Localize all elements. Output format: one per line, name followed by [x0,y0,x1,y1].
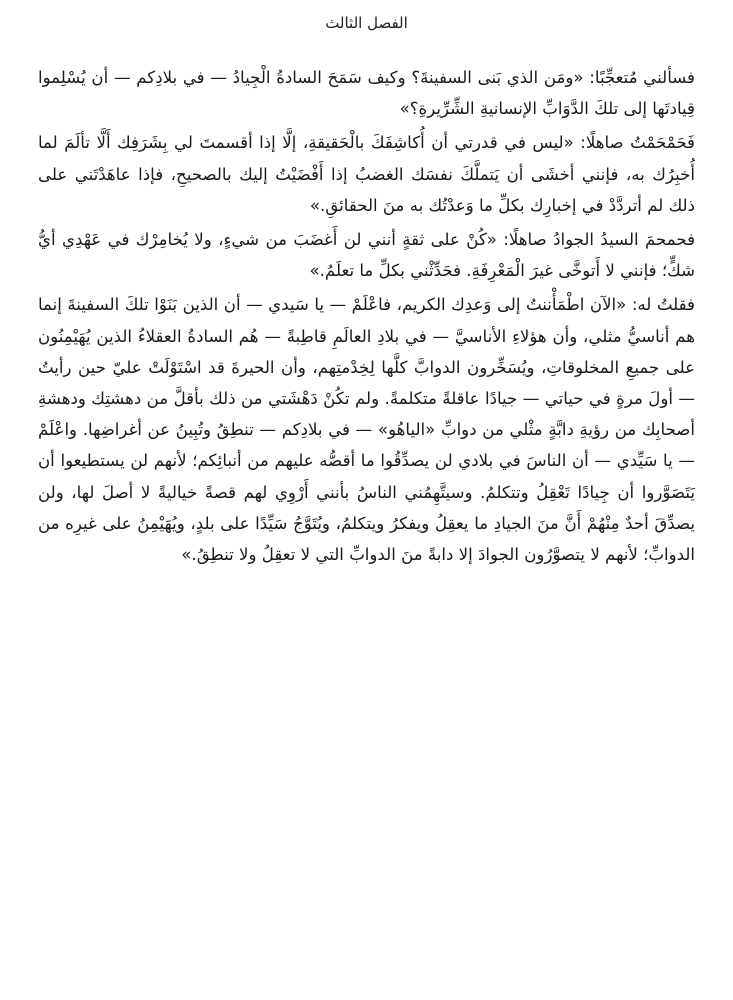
paragraph-1: فسألني مُتعجِّبًا: «ومَن الذي بَنى السفينةَ؟ وكيف سَمَحَ السادةُ الْجِيادُ — في بلادِكم — أن يُسْلِموا قِيادتَها إلى تلكَ الدَّوَابِّ الإنسانيةِ الشِّرِّيرةِ؟» [38,68,695,119]
paragraph-4: فقلتُ له: «الآن اطْمَأْننتُ إلى وَعدِك الكريم، فاعْلَمْ — يا سَيدي — أن الذين بَنَوْا تلكَ السفينةَ إنما هم أناسيُّ مثلي، وأن هؤلاءِ الأناسيَّ — في بلادِ العالَمِ قاطِبةً — هُم السادةُ العقلاءُ الذين يُهَيْمِنُون على جميعِ المخلوقاتِ، ويُسَخِّرون الدوابَّ كلَّها لِخِدْمتِهم، وأن الحيرةَ قد اسْتَوْلَتْ عليّ حين رأيتُ — أولَ مرةٍ في حياتي — جيادًا عاقلةً متكلمةً. ولم تكُنْ دَهْشَتي من ذلك بأقلَّ من دهشتِك ودهشةِ أصحابِك من رؤيةِ دابَّةٍ مثْلي من دوابِّ «الياهُو» — في بلادِكم — تنطِقُ وتُبِينُ عن أغراضِها. واعْلَمْ — يا سَيِّدي — أن الناسَ في بلادي لن يصدِّقُوا ما أقصُّه عليهم من أنبائِكم؛ لأنهم لن يستطيعوا أن يَتَصَوَّروا أن جِيادًا تَعْقِلُ وتتكلمُ. وسيتَّهِمُني الناسُ بأنني أَرْوِي لهم قصةً خياليةً لا أصلَ لها، ولن يصدِّقَ أحدٌ مِنْهُمْ أَنَّ منَ الجيادِ ما يعقِلُ ويفكرُ ويتكلمُ، ويُتَوَّجُ سَيِّدًا على بلدٍ، ويُهَيْمِنُ على غيرِه من الدوابِّ؛ لأنهم لا يتصوَّرُون الجوادَ إلا دابةً منَ الدوابِّ التي لا تعقِلُ ولا تنطِقُ.» [38,295,695,565]
paragraph-2: فَحَمْحَمْتُ صاهلًا: «ليس في قدرتي أن أُكاشِفَكَ بالْحَقيقةِ، إلَّا إذا أقسمتَ لي بِشَرَفِك أَلَّا تألَمَ لما أُخبِرُك به، فإنني أخشَى أن يَتملَّكَ نفسَك الغضبُ إذا أَفْضَيْتُ إليك بالصحيحِ، فإذا عاهَدْتَني على ذلك لم أتردَّدْ في إخبارِك بكلِّ ما وَعدْتُك به منَ الحقائقِ.» [38,133,695,215]
body-text [38,62,695,573]
chapter-running-header: الفصل الثالث [325,14,408,32]
paragraph-3: فحمحمَ السيدُ الجوادُ صاهلًا: «كُنْ على ثقةٍ أنني لن أَغضَبَ من شيءٍ، ولا يُخامِرْك في عَهْدِي أيُّ شكٍّ؛ فإنني لا أَتوخَّى غيرَ الْمَعْرِفَةِ. فحَدِّثْني بكلِّ ما تعلَمُ.» [38,230,695,281]
